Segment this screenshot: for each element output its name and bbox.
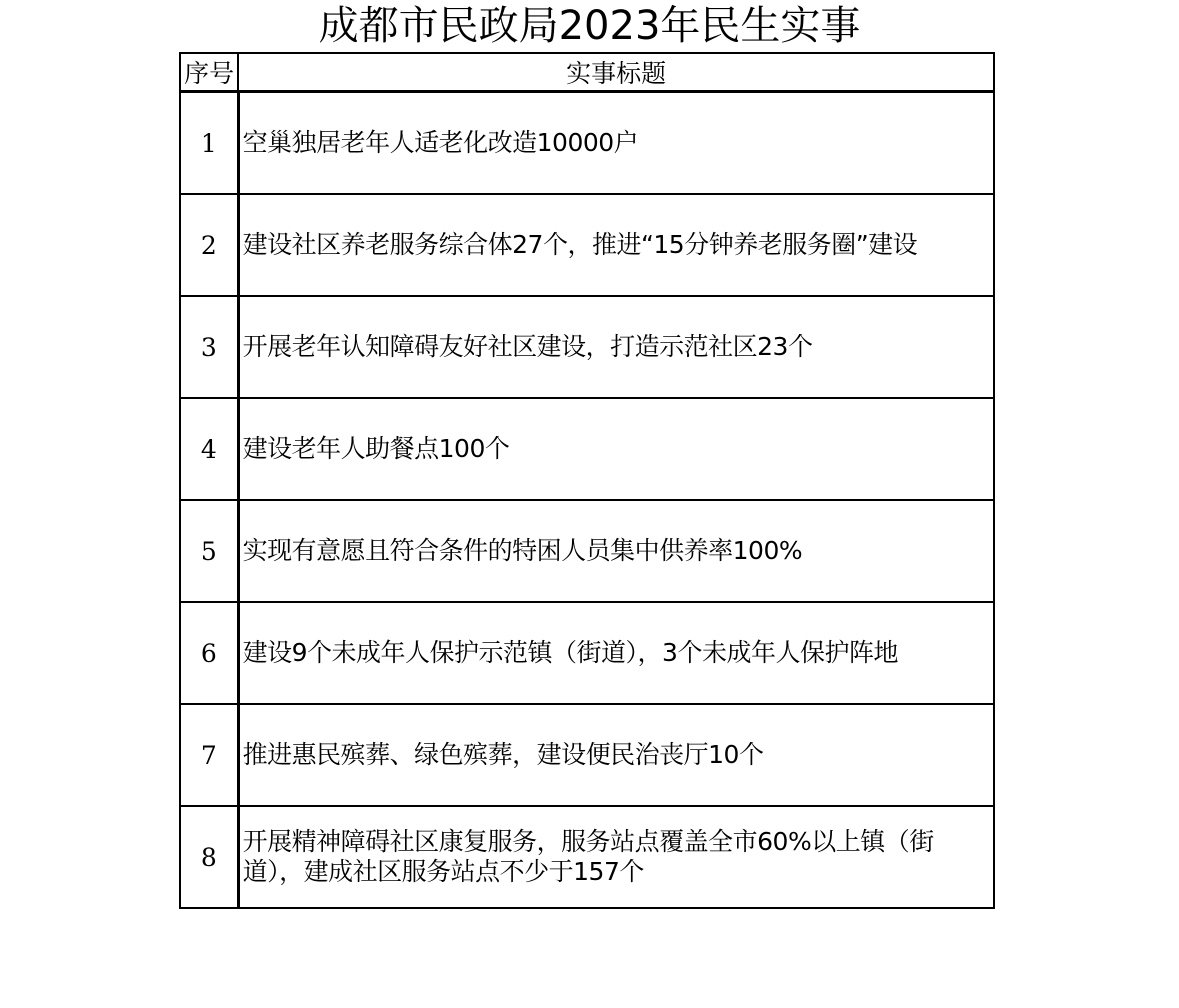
table-row bbox=[180, 806, 994, 908]
livelihood-projects-table bbox=[179, 52, 995, 909]
header-index: 序号 bbox=[180, 53, 238, 92]
row-index: 4 bbox=[180, 398, 238, 500]
table-row bbox=[180, 194, 994, 296]
row-title: 建设9个未成年人保护示范镇（街道），3个未成年人保护阵地 bbox=[238, 602, 994, 704]
row-index: 3 bbox=[180, 296, 238, 398]
table-row bbox=[180, 602, 994, 704]
row-title: 推进惠民殡葬、绿色殡葬，建设便民治丧厅10个 bbox=[238, 704, 994, 806]
table-row bbox=[180, 92, 994, 195]
row-title: 开展老年认知障碍友好社区建设，打造示范社区23个 bbox=[238, 296, 994, 398]
header-title: 实事标题 bbox=[238, 53, 994, 92]
row-index: 5 bbox=[180, 500, 238, 602]
page-title: 成都市民政局2023年民生实事 bbox=[318, 3, 861, 49]
row-title: 实现有意愿且符合条件的特困人员集中供养率100% bbox=[238, 500, 994, 602]
table-row bbox=[180, 704, 994, 806]
table-row bbox=[180, 500, 994, 602]
table-row bbox=[180, 296, 994, 398]
row-title: 建设老年人助餐点100个 bbox=[238, 398, 994, 500]
row-index: 6 bbox=[180, 602, 238, 704]
row-index: 2 bbox=[180, 194, 238, 296]
table-row bbox=[180, 398, 994, 500]
row-index: 1 bbox=[180, 92, 238, 195]
row-index: 8 bbox=[180, 806, 238, 908]
table-header-row bbox=[180, 53, 994, 92]
row-title: 建设社区养老服务综合体27个，推进“15分钟养老服务圈”建设 bbox=[238, 194, 994, 296]
row-index: 7 bbox=[180, 704, 238, 806]
row-title: 空巢独居老年人适老化改造10000户 bbox=[238, 92, 994, 195]
row-title: 开展精神障碍社区康复服务，服务站点覆盖全市60%以上镇（街道），建成社区服务站点不少于157个 bbox=[238, 806, 994, 908]
